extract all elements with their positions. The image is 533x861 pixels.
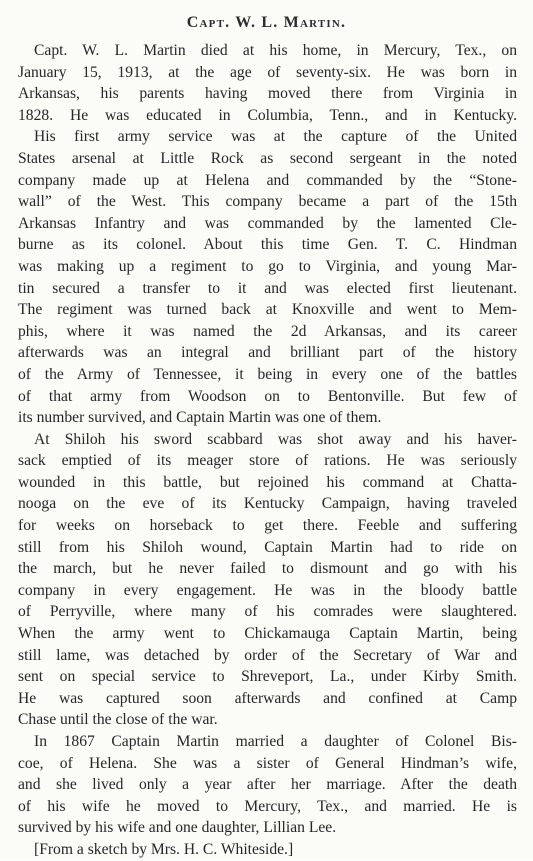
text-line: for weeks on horseback to get there. Feeble and suffering <box>18 517 517 535</box>
text-line: was making up a regiment to go to Virginia, and young Mar- <box>18 257 517 275</box>
text-line: wall” of the West. This company became a part of the 15th <box>18 193 517 211</box>
text-line: afterwards was an integral and brilliant part of the history <box>18 344 517 362</box>
text-line: tin secured a transfer to it and was elected first lieutenant. <box>18 279 517 297</box>
text-line: the march, but he never failed to dismount and go with his <box>18 560 517 578</box>
text-line: States arsenal at Little Rock as second sergeant in the noted <box>18 149 517 167</box>
paragraph <box>18 126 517 428</box>
text-line: its number survived, and Captain Martin was one of them. <box>18 409 382 427</box>
text-line: of that army from Woodson on to Bentonville. But few of <box>18 387 517 405</box>
text-line: company in every engagement. He was in the bloody battle <box>18 581 517 599</box>
text-line: sack emptied of its meager store of rations. He was seriously <box>18 452 517 470</box>
text-line: His first army service was at the capture of the United <box>34 128 517 146</box>
text-line: Capt. W. L. Martin died at his home, in Mercury, Tex., on <box>34 42 517 59</box>
text-line: January 15, 1913, at the age of seventy-six. He was born in <box>18 63 517 81</box>
text-line: survived by his wife and one daughter, Lillian Lee. <box>18 819 337 837</box>
text-line: Arkansas Infantry and was commanded by the lamented Cle- <box>18 214 517 232</box>
text-line: phis, where it was named the 2d Arkansas, and its career <box>18 322 517 340</box>
text-line: In 1867 Captain Martin married a daughter of Colonel Bis- <box>34 733 517 750</box>
paragraph <box>18 731 517 839</box>
text-line: He was captured soon afterwards and confined at Camp <box>18 689 517 707</box>
text-line: burne as its colonel. About this time Gen. T. C. Hindman <box>18 236 517 254</box>
text-line: wounded in this battle, but rejoined his command at Chatta- <box>18 473 517 491</box>
page-title: Capt. W. L. Martin. <box>186 14 347 31</box>
text-line: and she lived only a year after her marriage. After the death <box>18 776 517 794</box>
text-line: 1828. He was educated in Columbia, Tenn., and in Kentucky. <box>18 106 517 124</box>
text-line: of his wife he moved to Mercury, Tex., and married. He is <box>18 797 517 815</box>
text-line: When the army went to Chickamauga Captain Martin, being <box>18 625 517 643</box>
article-body <box>18 40 517 861</box>
text-line: still lame, was detached by order of the Secretary of War and <box>18 646 517 664</box>
text-line: nooga on the eve of its Kentucky Campaign, having traveled <box>18 495 517 513</box>
paragraph <box>18 40 517 126</box>
text-line: still from his Shiloh wound, Captain Martin had to ride on <box>18 538 517 556</box>
text-line: of Perryville, where many of his comrades were slaughtered. <box>18 603 517 621</box>
text-line: [From a sketch by Mrs. H. C. Whiteside.] <box>34 840 294 858</box>
text-line: At Shiloh his sword scabbard was shot away and his haver- <box>34 430 517 448</box>
text-line: Chase until the close of the war. <box>18 711 218 729</box>
source-note <box>18 839 517 861</box>
text-line: coe, of Helena. She was a sister of General Hindman’s wife, <box>18 754 517 772</box>
text-line: Arkansas, his parents having moved there from Virginia in <box>18 85 517 103</box>
text-line: of the Army of Tennessee, it being in every one of the battles <box>18 365 517 383</box>
text-line: company made up at Helena and commanded by the “Stone- <box>18 171 517 189</box>
text-line: sent on special service to Shreveport, La., under Kirby Smith. <box>18 668 517 686</box>
text-line: The regiment was turned back at Knoxville and went to Mem- <box>18 301 517 319</box>
paragraph <box>18 429 517 731</box>
